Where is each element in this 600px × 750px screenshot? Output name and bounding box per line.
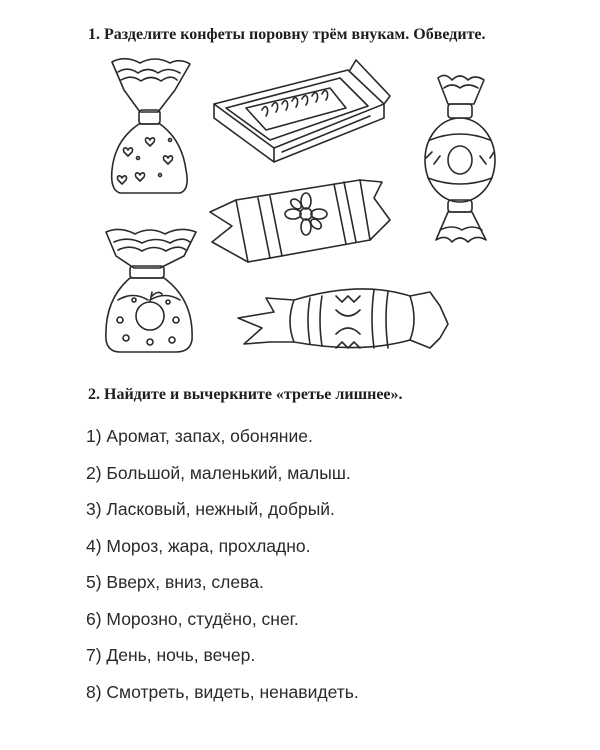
list-item[interactable]: 5) Вверх, вниз, слева. bbox=[86, 572, 264, 592]
task2-title: 2. Найдите и вычеркните «третье лишнее». bbox=[88, 386, 403, 403]
list-item[interactable]: 8) Смотреть, видеть, ненавидеть. bbox=[86, 681, 359, 702]
candy-hearts[interactable] bbox=[112, 59, 190, 193]
candy-striped[interactable] bbox=[238, 289, 448, 348]
list-item[interactable]: 6) Морозно, студёно, снег. bbox=[86, 608, 299, 629]
candy-flower[interactable] bbox=[210, 180, 390, 262]
task1-title: 1. Разделите конфеты поровну трём внукам. Обведите. bbox=[88, 26, 486, 43]
candy-apple[interactable] bbox=[106, 229, 196, 352]
list-item[interactable]: 1) Аромат, запах, обоняние. bbox=[86, 426, 313, 446]
list-item[interactable]: 2) Большой, маленький, малыш. bbox=[86, 462, 351, 483]
candy-round[interactable] bbox=[425, 75, 495, 242]
list-item[interactable]: 4) Мороз, жара, прохладно. bbox=[86, 535, 311, 556]
list-item[interactable]: 3) Ласковый, нежный, добрый. bbox=[86, 499, 335, 519]
word-list bbox=[86, 424, 359, 716]
list-item[interactable]: 7) День, ночь, вечер. bbox=[86, 645, 256, 665]
candy-box[interactable] bbox=[214, 60, 390, 162]
